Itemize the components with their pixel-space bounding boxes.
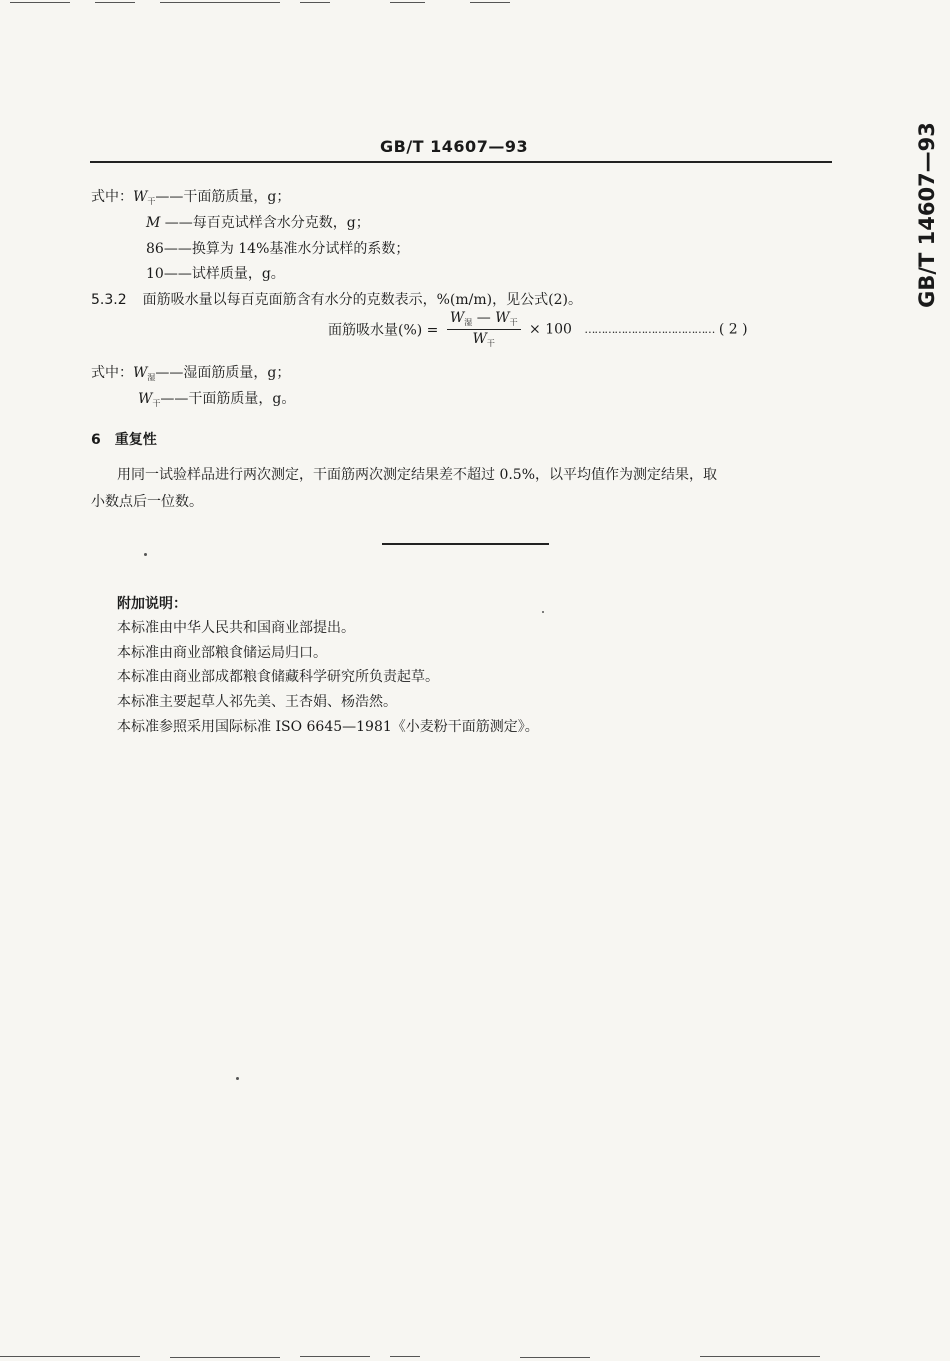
formula-2 xyxy=(328,310,748,349)
fraction-denominator: $W_干$ xyxy=(472,331,495,348)
section-separator-rule xyxy=(382,543,549,545)
symbol: W xyxy=(133,365,148,381)
side-standard-text: GB/T 14607—93 xyxy=(915,122,939,308)
symbol: W xyxy=(138,391,153,407)
legend-line-w-dry xyxy=(91,186,290,207)
section-number: 6 xyxy=(91,432,101,448)
fraction-numerator: $W_湿$ — $W_干$ xyxy=(447,310,521,330)
scan-speck xyxy=(542,611,544,613)
definition: ——干面筋质量，g。 xyxy=(160,391,296,407)
appendix-line: 本标准由商业部成都粮食储藏科学研究所负责起草。 xyxy=(117,669,439,685)
symbol: 86 xyxy=(146,241,164,257)
legend-line-w-wet xyxy=(91,362,290,383)
clause-text: 面筋吸水量以每百克面筋含有水分的克数表示，%(m/m)，见公式(2)。 xyxy=(142,292,582,308)
appendix-line: 本标准由中华人民共和国商业部提出。 xyxy=(117,620,355,636)
symbol: 10 xyxy=(146,266,164,282)
scan-speck xyxy=(144,553,147,556)
definition: ——干面筋质量，g； xyxy=(155,189,291,205)
section-6-paragraph-line-2: 小数点后一位数。 xyxy=(91,494,203,510)
header-rule xyxy=(90,161,832,163)
appendix-line: 本标准主要起草人祁先美、王杏娟、杨浩然。 xyxy=(117,694,397,710)
scan-edge-bottom xyxy=(0,1354,950,1360)
definition: ——湿面筋质量，g； xyxy=(155,365,291,381)
formula-multiplier: × 100 xyxy=(529,321,572,338)
definition: ——每百克试样含水分克数，g； xyxy=(160,215,370,231)
subscript: 湿 xyxy=(147,373,156,382)
appendix-title: 附加说明： xyxy=(117,596,187,612)
legend-prefix: 式中： xyxy=(91,365,133,381)
page-header-standard-number: GB/T 14607—93 xyxy=(380,137,529,156)
formula-fraction xyxy=(447,310,521,349)
legend-prefix: 式中： xyxy=(91,189,133,205)
legend-line-m xyxy=(146,212,370,232)
scan-speck xyxy=(236,1077,239,1080)
scan-edge-top xyxy=(0,0,950,5)
formula-lhs: 面筋吸水量(%) = xyxy=(328,322,439,339)
symbol: M xyxy=(146,215,161,231)
legend-line-10 xyxy=(146,263,285,283)
definition: ——换算为 14%基准水分试样的系数； xyxy=(163,241,410,257)
legend-line-86 xyxy=(146,238,409,258)
subscript: 干 xyxy=(152,399,161,408)
clause-number: 5.3.2 xyxy=(91,292,127,308)
formula-leader-dots: ………………………………… xyxy=(584,323,715,336)
definition: ——试样质量，g。 xyxy=(163,266,285,282)
legend-line-w-dry-2 xyxy=(138,388,295,409)
appendix-line: 本标准由商业部粮食储运局归口。 xyxy=(117,645,327,661)
side-standard-label xyxy=(912,115,942,315)
clause-5-3-2 xyxy=(91,289,582,309)
section-6-heading xyxy=(91,429,157,449)
symbol: W xyxy=(133,189,148,205)
section-6-paragraph-line-1: 用同一试验样品进行两次测定，干面筋两次测定结果差不超过 0.5%，以平均值作为测定结果，取 xyxy=(117,467,718,483)
equation-number: ( 2 ) xyxy=(718,321,748,338)
section-title: 重复性 xyxy=(114,432,157,448)
subscript: 干 xyxy=(147,197,156,206)
appendix-line: 本标准参照采用国际标准 ISO 6645—1981《小麦粉干面筋测定》。 xyxy=(117,719,539,735)
